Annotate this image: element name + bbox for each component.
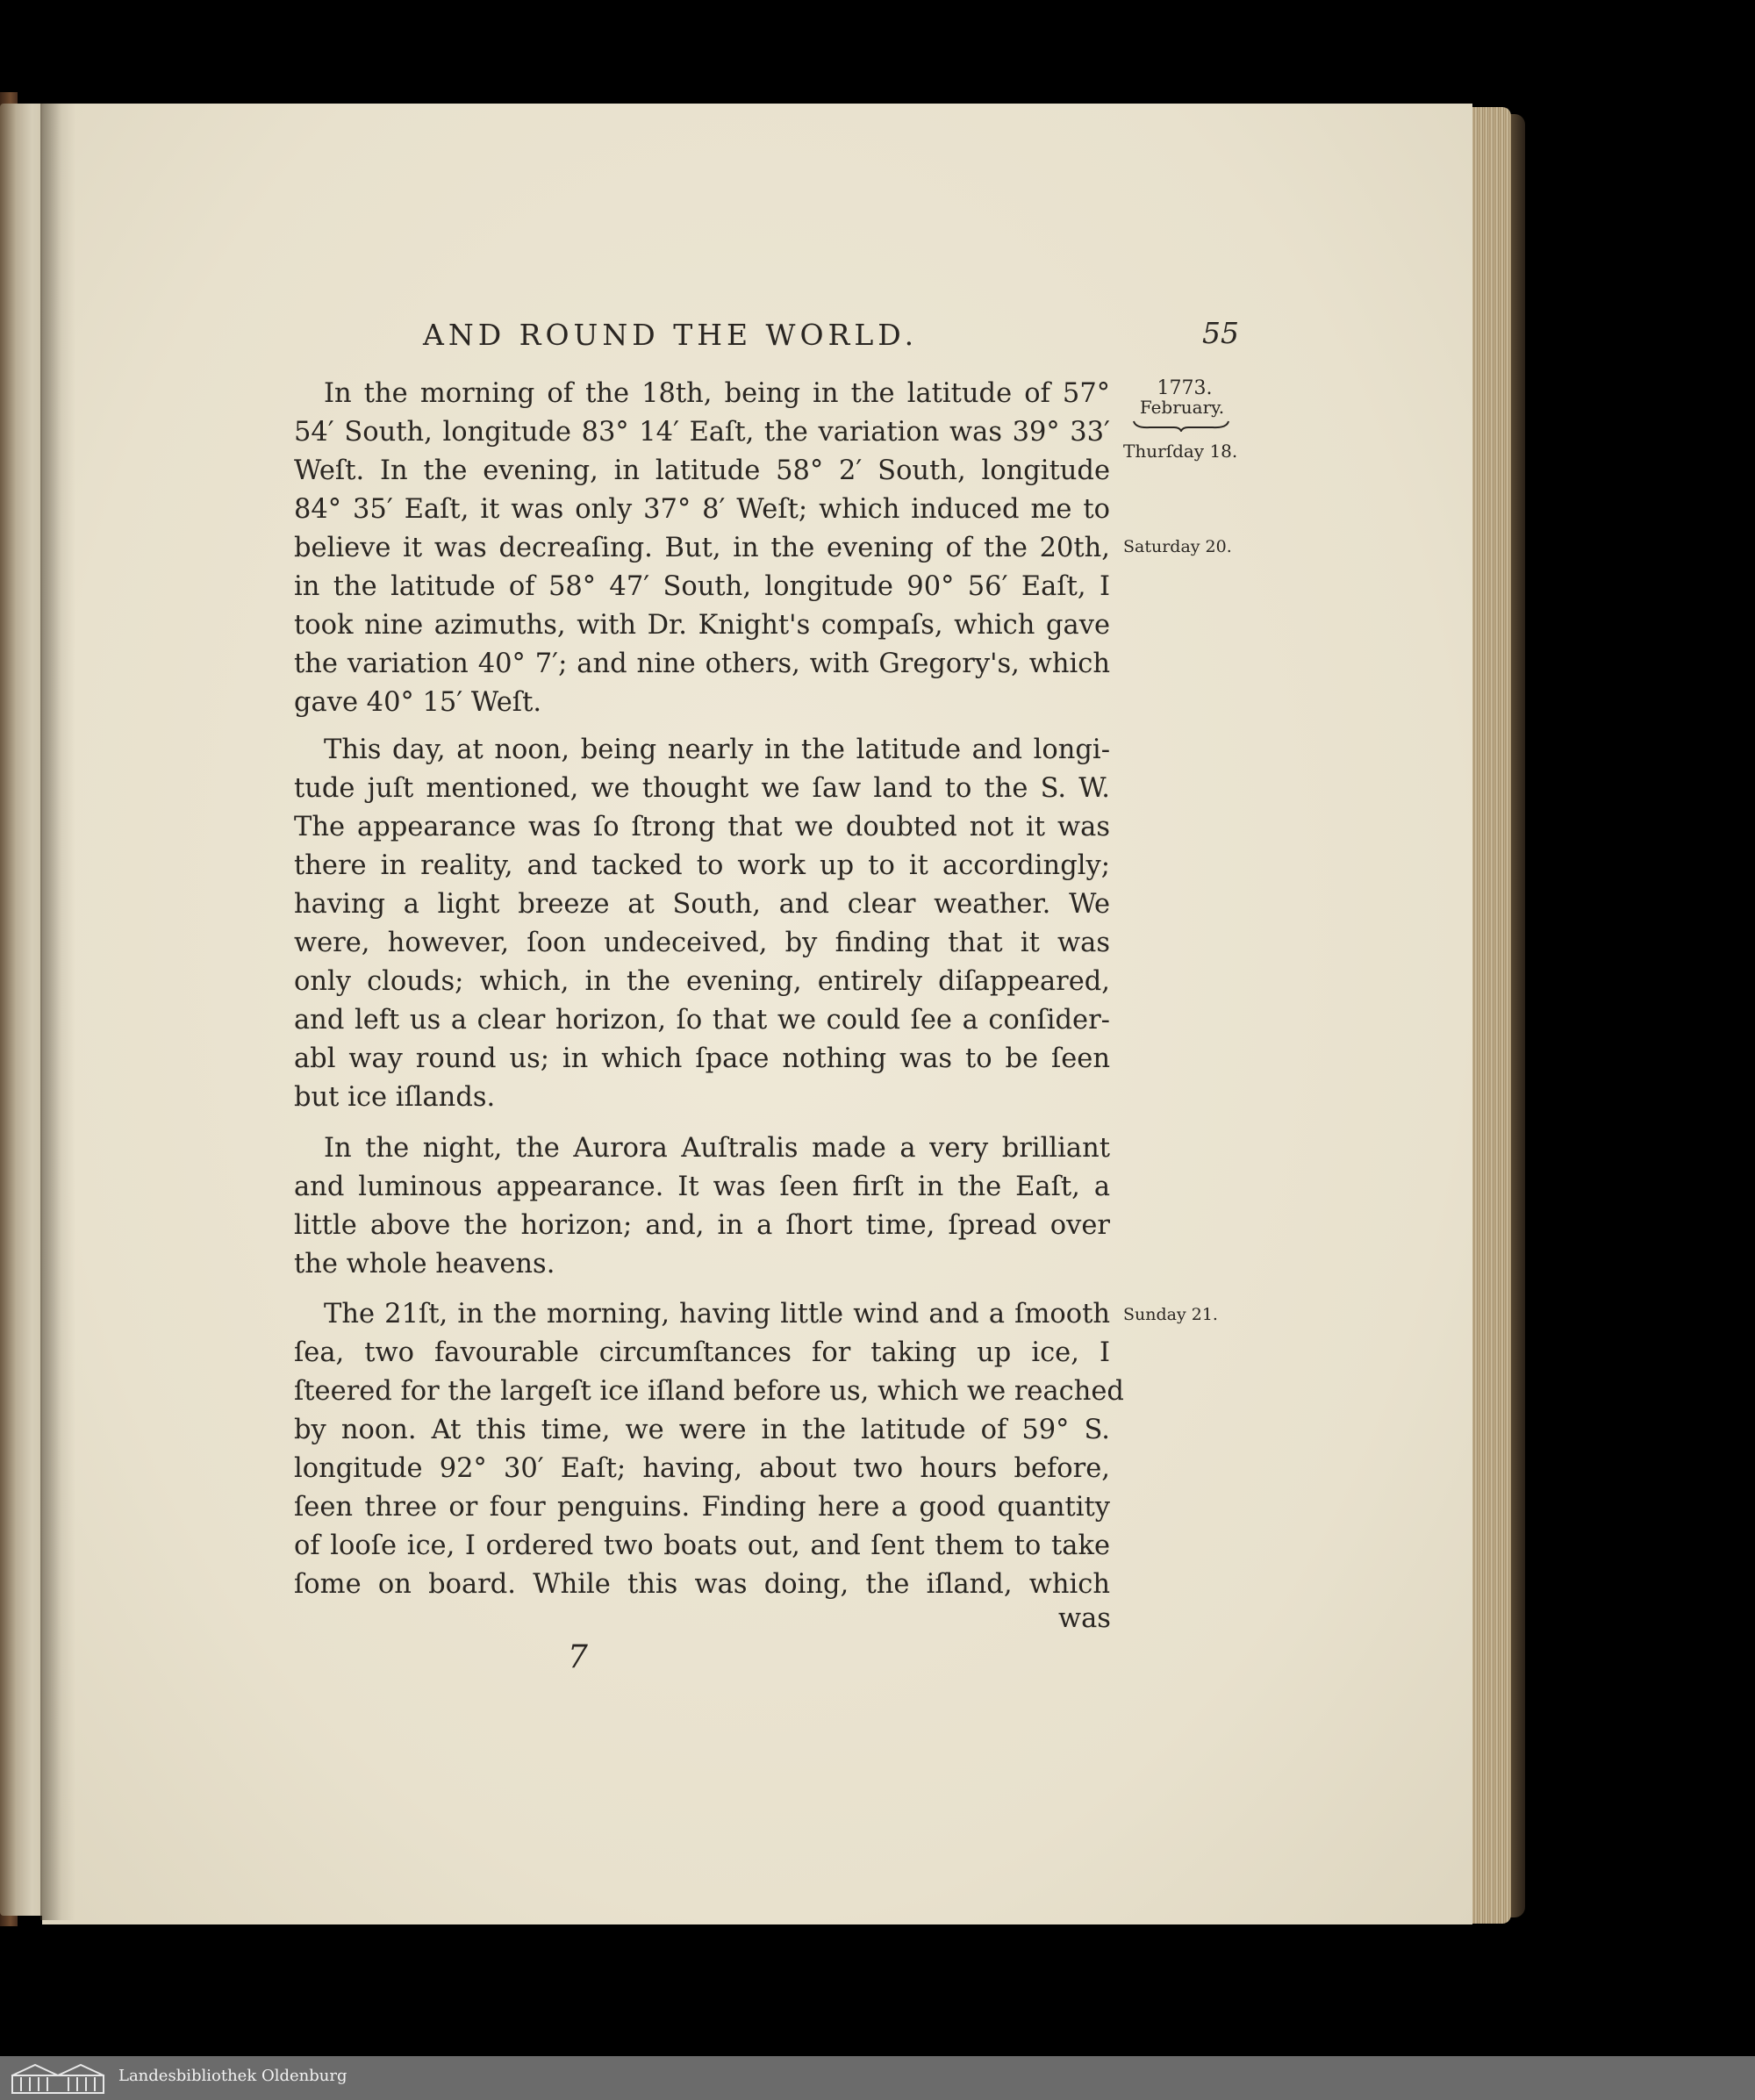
text-line: gave 40° 15′ Weſt. <box>294 687 542 718</box>
text-line: but ice iſlands. <box>294 1082 496 1113</box>
text-line: Weſt. In the evening, in latitude 58° 2′ South, longitude <box>294 455 1110 486</box>
text-line: the variation 40° 7′; and nine others, with Gregory's, which <box>294 649 1110 679</box>
text-line: were, however, ſoon undeceived, by finding that it was <box>294 928 1110 958</box>
library-building-logo-icon <box>9 2061 107 2095</box>
text-line: there in reality, and tacked to work up to it accordingly; <box>294 850 1110 881</box>
text-line: of looſe ice, I ordered two boats out, and ſent them to take <box>294 1530 1110 1561</box>
text-line: by noon. At this time, we were in the latitude of 59° S. <box>294 1415 1110 1445</box>
text-line: and left us a clear horizon, ſo that we could ſee a conſider- <box>294 1005 1110 1036</box>
catchword: was <box>1058 1603 1111 1634</box>
margin-note-month: February. <box>1139 397 1225 418</box>
library-name: Landesbibliothek Oldenburg <box>118 2067 347 2085</box>
page-edges-stack <box>1467 107 1511 1924</box>
text-line: ſea, two favourable circumſtances for taking up ice, I <box>294 1337 1110 1368</box>
margin-note-sunday: Sunday 21. <box>1123 1305 1218 1324</box>
text-line: ſeen three or four penguins. Finding here a good quantity <box>294 1492 1110 1523</box>
text-line: ſome on board. While this was doing, the iſland, which <box>294 1569 1110 1600</box>
paragraph-3 <box>294 1129 1110 1284</box>
page-edges-shadow <box>1509 114 1525 1917</box>
margin-note-saturday: Saturday 20. <box>1123 537 1232 556</box>
verso-page-edge <box>0 104 46 1916</box>
paragraph-2 <box>294 731 1110 1117</box>
text-line: 54′ South, longitude 83° 14′ Eaſt, the variation was 39° 33′ <box>294 417 1110 448</box>
text-line: little above the horizon; and, in a ſhort time, ſpread over <box>294 1210 1110 1241</box>
text-line: In the morning of the 18th, being in the latitude of 57° <box>324 378 1110 409</box>
text-line: took nine azimuths, with Dr. Knight's compaſs, which gave <box>294 610 1110 641</box>
text-line: The 21ſt, in the morning, having little wind and a ſmooth <box>324 1299 1110 1330</box>
text-line: ſteered for the largeſt ice iſland before us, which we reached <box>294 1376 1124 1407</box>
text-line: having a light breeze at South, and clear weather. We <box>294 889 1110 920</box>
text-line: the whole heavens. <box>294 1249 555 1279</box>
text-line: longitude 92° 30′ Eaſt; having, about two hours before, <box>294 1453 1110 1484</box>
text-line: The appearance was ſo ſtrong that we doubted not it was <box>294 812 1110 842</box>
margin-note-thursday: Thurſday 18. <box>1123 441 1238 462</box>
gutter-shadow <box>40 104 75 1920</box>
paragraph-4 <box>294 1295 1124 1604</box>
text-line: tude juſt mentioned, we thought we ſaw land to the S. W. <box>294 773 1110 804</box>
margin-brace-icon <box>1132 419 1230 432</box>
text-line: and luminous appearance. It was ſeen firſt in the Eaſt, a <box>294 1172 1110 1202</box>
text-line: only clouds; which, in the evening, entirely diſappeared, <box>294 966 1110 997</box>
text-line: This day, at noon, being nearly in the latitude and longi- <box>324 735 1110 765</box>
margin-note-year: 1773. <box>1157 377 1213 399</box>
text-line: In the night, the Aurora Auſtralis made a very brilliant <box>324 1133 1110 1164</box>
signature-mark: 7 <box>568 1639 588 1675</box>
text-line: in the latitude of 58° 47′ South, longitude 90° 56′ Eaſt, I <box>294 571 1110 602</box>
page-number: 55 <box>1202 316 1239 350</box>
running-head: AND ROUND THE WORLD. <box>423 318 919 352</box>
library-footer-bar <box>0 2056 1755 2100</box>
text-line: 84° 35′ Eaſt, it was only 37° 8′ Weſt; which induced me to <box>294 494 1110 525</box>
text-line: believe it was decreaſing. But, in the evening of the 20th, <box>294 533 1110 563</box>
text-line: abl way round us; in which ſpace nothing was to be ſeen <box>294 1043 1110 1074</box>
paragraph-1 <box>294 375 1110 722</box>
